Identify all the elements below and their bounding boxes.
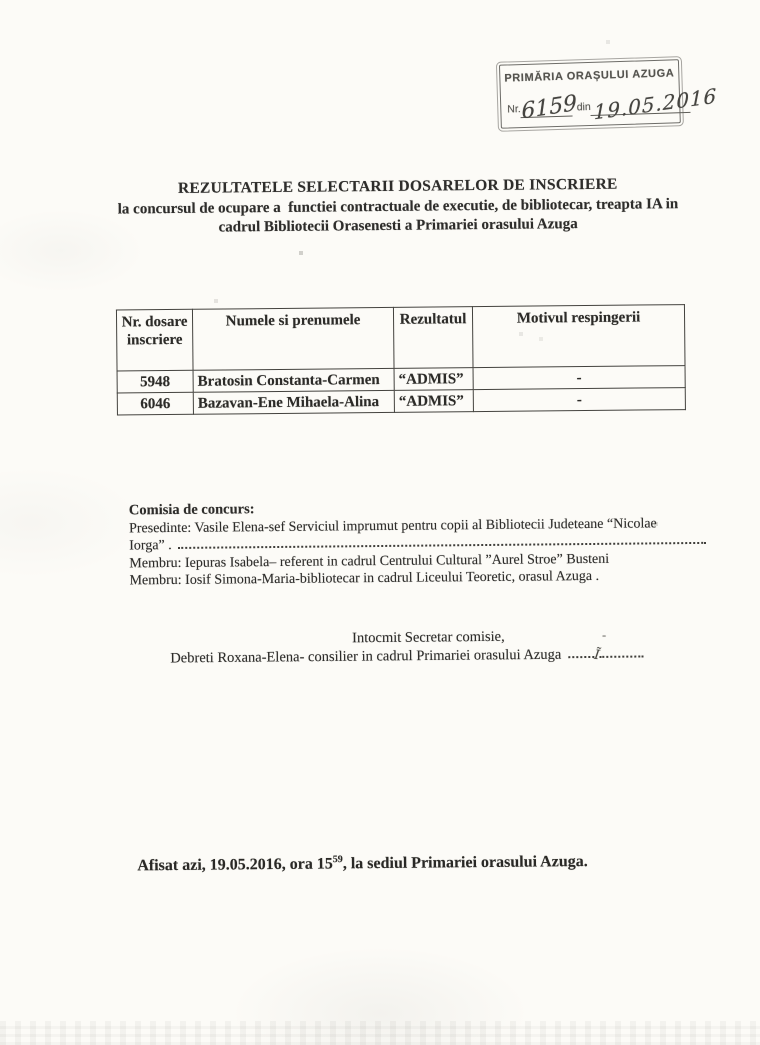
document-subtitle-line1: la concursul de ocupare a functiei contractuale de executie, de bibliotecar, treapta IA in [117,196,679,218]
cell-name: Bratosin Constanta-Carmen [193,368,394,392]
signature-initial-mark: Ĩ [593,647,601,664]
table-header-row [116,305,685,371]
secretary-name-text: Debreti Roxana-Elena- consilier in cadrul Primariei orasului Azuga [170,646,562,666]
cell-dossier-number: 6046 [117,392,193,415]
cell-dossier-number: 5948 [117,370,193,393]
col-header-result: Rezultatul [393,307,473,369]
stamp-din-label: din [576,100,591,114]
cell-rejection-reason: - [473,388,685,412]
dotted-leader [568,645,594,658]
commission-section [129,496,752,590]
cell-name: Bazavan-Ene Mihaela-Alina [193,390,394,414]
posting-notice-prefix: Afisat azi, 19.05.2016, ora 15 [137,855,333,875]
stamp-nr-handwritten: 6159 [521,90,578,125]
stamp-date-underline [590,83,718,125]
commission-president-line2-text: Iorga” . [129,538,172,554]
col-header-dossier-number: Nr. dosare inscriere [116,309,193,371]
stamp-nr-underline [520,90,578,125]
posting-notice [137,853,588,875]
commission-president-line1: Presedinte: Vasile Elena-sef Serviciul imprumut pentru copii al Bibliotecii Judeteane “Nicolae [128,515,657,537]
stamp-organization: PRIMĂRIA ORAȘULUI AZUGA [504,67,675,85]
stamp-number-row [507,83,718,125]
cell-result: “ADMIS” [394,390,473,413]
table-row [117,388,685,415]
document-title: REZULTATELE SELECTARII DOSARELOR DE INSCRIERE [177,175,618,197]
document-subtitle-line2: cadrul Bibliotecii Orasenesti a Primariei orasului Azuga [218,216,578,236]
commission-member1: Membru: Iepuras Isabela– referent in cadrul Centrului Cultural ”Aurel Stroe” Busteni [129,551,610,572]
posting-notice-suffix: , la sediul Primariei orasului Azuga. [342,853,588,873]
cell-rejection-reason: - [473,366,685,390]
commission-member2: Membru: Iosif Simona-Maria-bibliotecar in cadrul Liceului Teoretic, orasul Azuga . [129,569,600,589]
dotted-leader [599,645,643,658]
registration-stamp [499,59,718,128]
stamp-date-handwritten: 19.05.2016 [594,83,718,125]
stray-scan-mark: - [602,627,607,642]
posting-notice-superscript: 59 [332,854,343,866]
secretary-name-line [170,644,760,668]
scan-edge-noise [0,1021,760,1045]
results-table [116,304,686,415]
stamp-nr-label: Nr. [507,103,521,116]
cell-result: “ADMIS” [394,368,473,391]
secretary-heading: Intocmit Secretar comisie, [352,628,505,647]
document-title-block [38,174,759,239]
scan-speckle-artifacts [0,0,2,2]
col-header-rejection-reason: Motivul respingerii [472,305,685,368]
secretary-section [2,626,760,669]
commission-heading: Comisia de concurs: [128,501,255,519]
col-header-name: Numele si prenumele [192,307,394,370]
